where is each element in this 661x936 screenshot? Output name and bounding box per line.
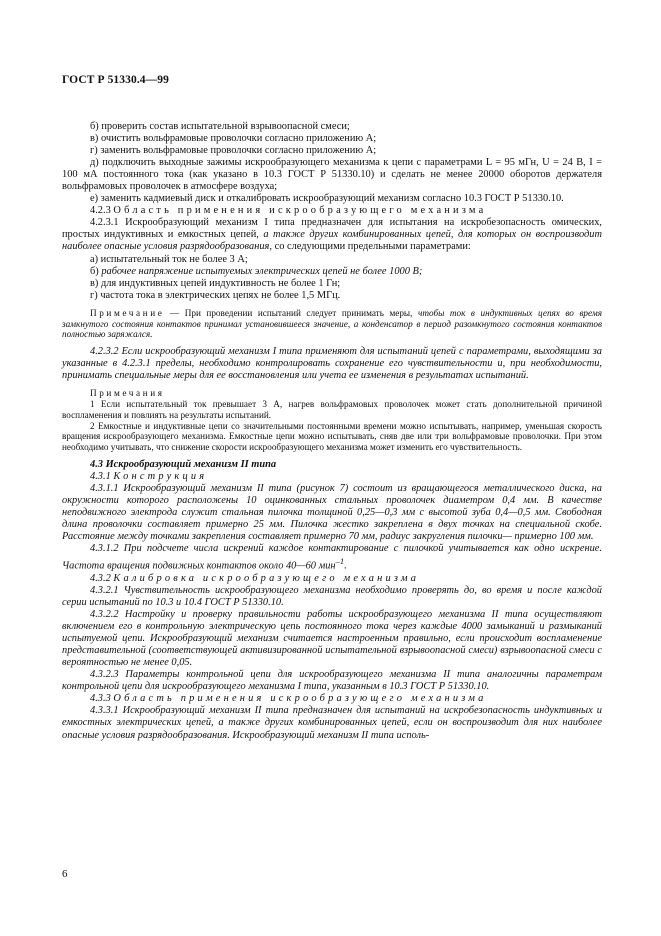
list-item: б) проверить состав испытательной взрывоопасной смеси;: [90, 121, 350, 132]
list-item: г) частота тока в электрических цепях не более 1,5 МГц.: [90, 289, 341, 301]
note: Примечание — При проведении испытаний следует принимать меры, чтобы ток в индуктивных цепях во время замкнутого состояния контактов принимал установившееся значение, а конденсатор в период разомкнутого состояния контактов полностью заряжался.: [62, 307, 603, 340]
paragraph: 4.3.2.1 Чувствительность искрообразующего механизма необходимо проверять до, во время и после каждой серии испытаний по 10.3 и 10.4 ГОСТ Р 51330.10.: [62, 584, 602, 608]
section-title: 4.3 Искрообразующий механизм II типа: [90, 459, 277, 471]
paragraph: 4.3.3.1 Искрообразующий механизм II типа предназначен для испытаний на искробезопасность индуктивных и емкостных электрических цепей, а также других комбинированных цепей, если он воспроизводит для них наиболее опасные условия разрядообразования. Искрообразующий механизм II типа исполь-: [62, 705, 602, 741]
paragraph: 4.3.1.2 При подсчете числа искрений каждое контактирование с пилочкой учитывается как одно искрение. Частота вращения подвижных контактов около 40—60 мин$^{-1}$.: [62, 543, 602, 572]
document-header: ГОСТ Р 51330.4—99: [62, 74, 169, 86]
section-title: Область применения искрообразующего механизма: [113, 205, 487, 217]
list-item: в) очистить вольфрамовые проволочки согласно приложению А;: [90, 133, 377, 145]
subsection-heading: 4.3.2 Калибровка искрообразующего механизма: [90, 572, 420, 584]
page-body: [62, 121, 602, 742]
paragraph: 4.3.1.1 Искрообразующий механизм II типа (рисунок 7) состоит из вращающегося металлического диска, на окружности которого расположены 10 оцинкованных стальных проволочек диаметром 0,4 мм. В качестве неподвижного электрода служит стальная пилочка толщиной 0,25—0,3 мм с высотой зуба 0,4—0,5 мм. Свободная длина проволочки составляет примерно 25 мм. Пилочка жестко закреплена в двух точках на специальной скобе. Расстояние между точками закрепления составляет примерно 70 мм, радиус закругления пилочки— примерно 100 мм.: [62, 483, 602, 543]
paragraph: 4.2.3.2 Если искрообразующий механизм I типа применяют для испытаний цепей с параметрами, выходящими за указанные в 4.2.3.1 пределы, необходимо контролировать сохранение его чувствительности и, при необходимости, принимать специальные меры для ее восстановления или учета ее изменения в результатах испытаний.: [62, 346, 602, 382]
subsection-heading: 4.3.1 Конструкция: [90, 471, 208, 483]
section-heading: [62, 205, 602, 217]
list-item: д) подключить выходные зажимы искрообразующего механизма к цепи с параметрами L = 95 мГн, U = 24 В, I = 100 мА постоянного тока (как указано в 10.3 ГОСТ Р 51330.10) и сделать не менее 20000 оборотов держателя вольфрамовых проволочек в атмосфере воздуха;: [62, 157, 602, 193]
page-number: 6: [62, 868, 68, 880]
list-item: б) рабочее напряжение испытуемых электрических цепей не более 1000 В;: [90, 265, 423, 277]
note-item: 2 Емкостные и индуктивные цепи со значительными постоянными времени можно испытывать, например, уменьшая скорость вращения искрообразующего механизма. Емкостные цепи можно испытывать, сняв две или три вольфрамовые проволочки. При этом необходимо учитывать, что снижение скорости искрообразующего механизма может изменить его чувствительность.: [62, 420, 602, 453]
note-item: 1 Если испытательный ток превышает 3 А, нагрев вольфрамовых проволочек может стать дополнительной причиной воспламенения и повлиять на результаты испытаний.: [62, 399, 602, 420]
list-item: е) заменить кадмиевый диск и откалибровать искрообразующий механизм согласно 10.3 ГОСТ Р 51330.10.: [90, 193, 564, 205]
list-item: в) для индуктивных цепей индуктивность не более 1 Гн;: [90, 277, 341, 289]
subsection-heading: 4.3.3 Область применения искрообразующего механизма: [90, 693, 487, 705]
paragraph: 4.3.2.3 Параметры контрольной цепи для искрообразующего механизма II типа аналогичны параметрам контрольной цепи для искрообразующего механизма I типа, указанным в 10.3 ГОСТ Р 51330.10.: [62, 669, 602, 693]
list-item: а) испытательный ток не более 3 А;: [90, 253, 248, 265]
paragraph: 4.2.3.1 Искрообразующий механизм I типа предназначен для испытания на искробезопасность омических, простых индуктивных и емкостных цепей, а также других комбинированных цепей, для которых он воспроизводит наиболее опасные условия разрядообразования, со следующими предельными параметрами:: [62, 217, 602, 253]
note-label: Примечание: [90, 307, 165, 318]
section-number: 4.2.3: [90, 205, 111, 217]
list-item: г) заменить вольфрамовые проволочки согласно приложению А;: [90, 145, 377, 157]
notes-heading: Примечания: [90, 388, 165, 399]
paragraph: 4.3.2.2 Настройку и проверку правильности работы искрообразующего механизма II типа осуществляют включением его в контрольную электрическую цепь постоянного тока через каждые 4000 замыканий и размыканий испытуемой цепи. Искрообразующий механизм считается настроенным правильно, если происходит воспламенение представительной (соответствующей активизированной испытательной взрывоопасной смеси) взрывоопасной смеси с вероятностью не менее 0,05.: [62, 609, 602, 669]
